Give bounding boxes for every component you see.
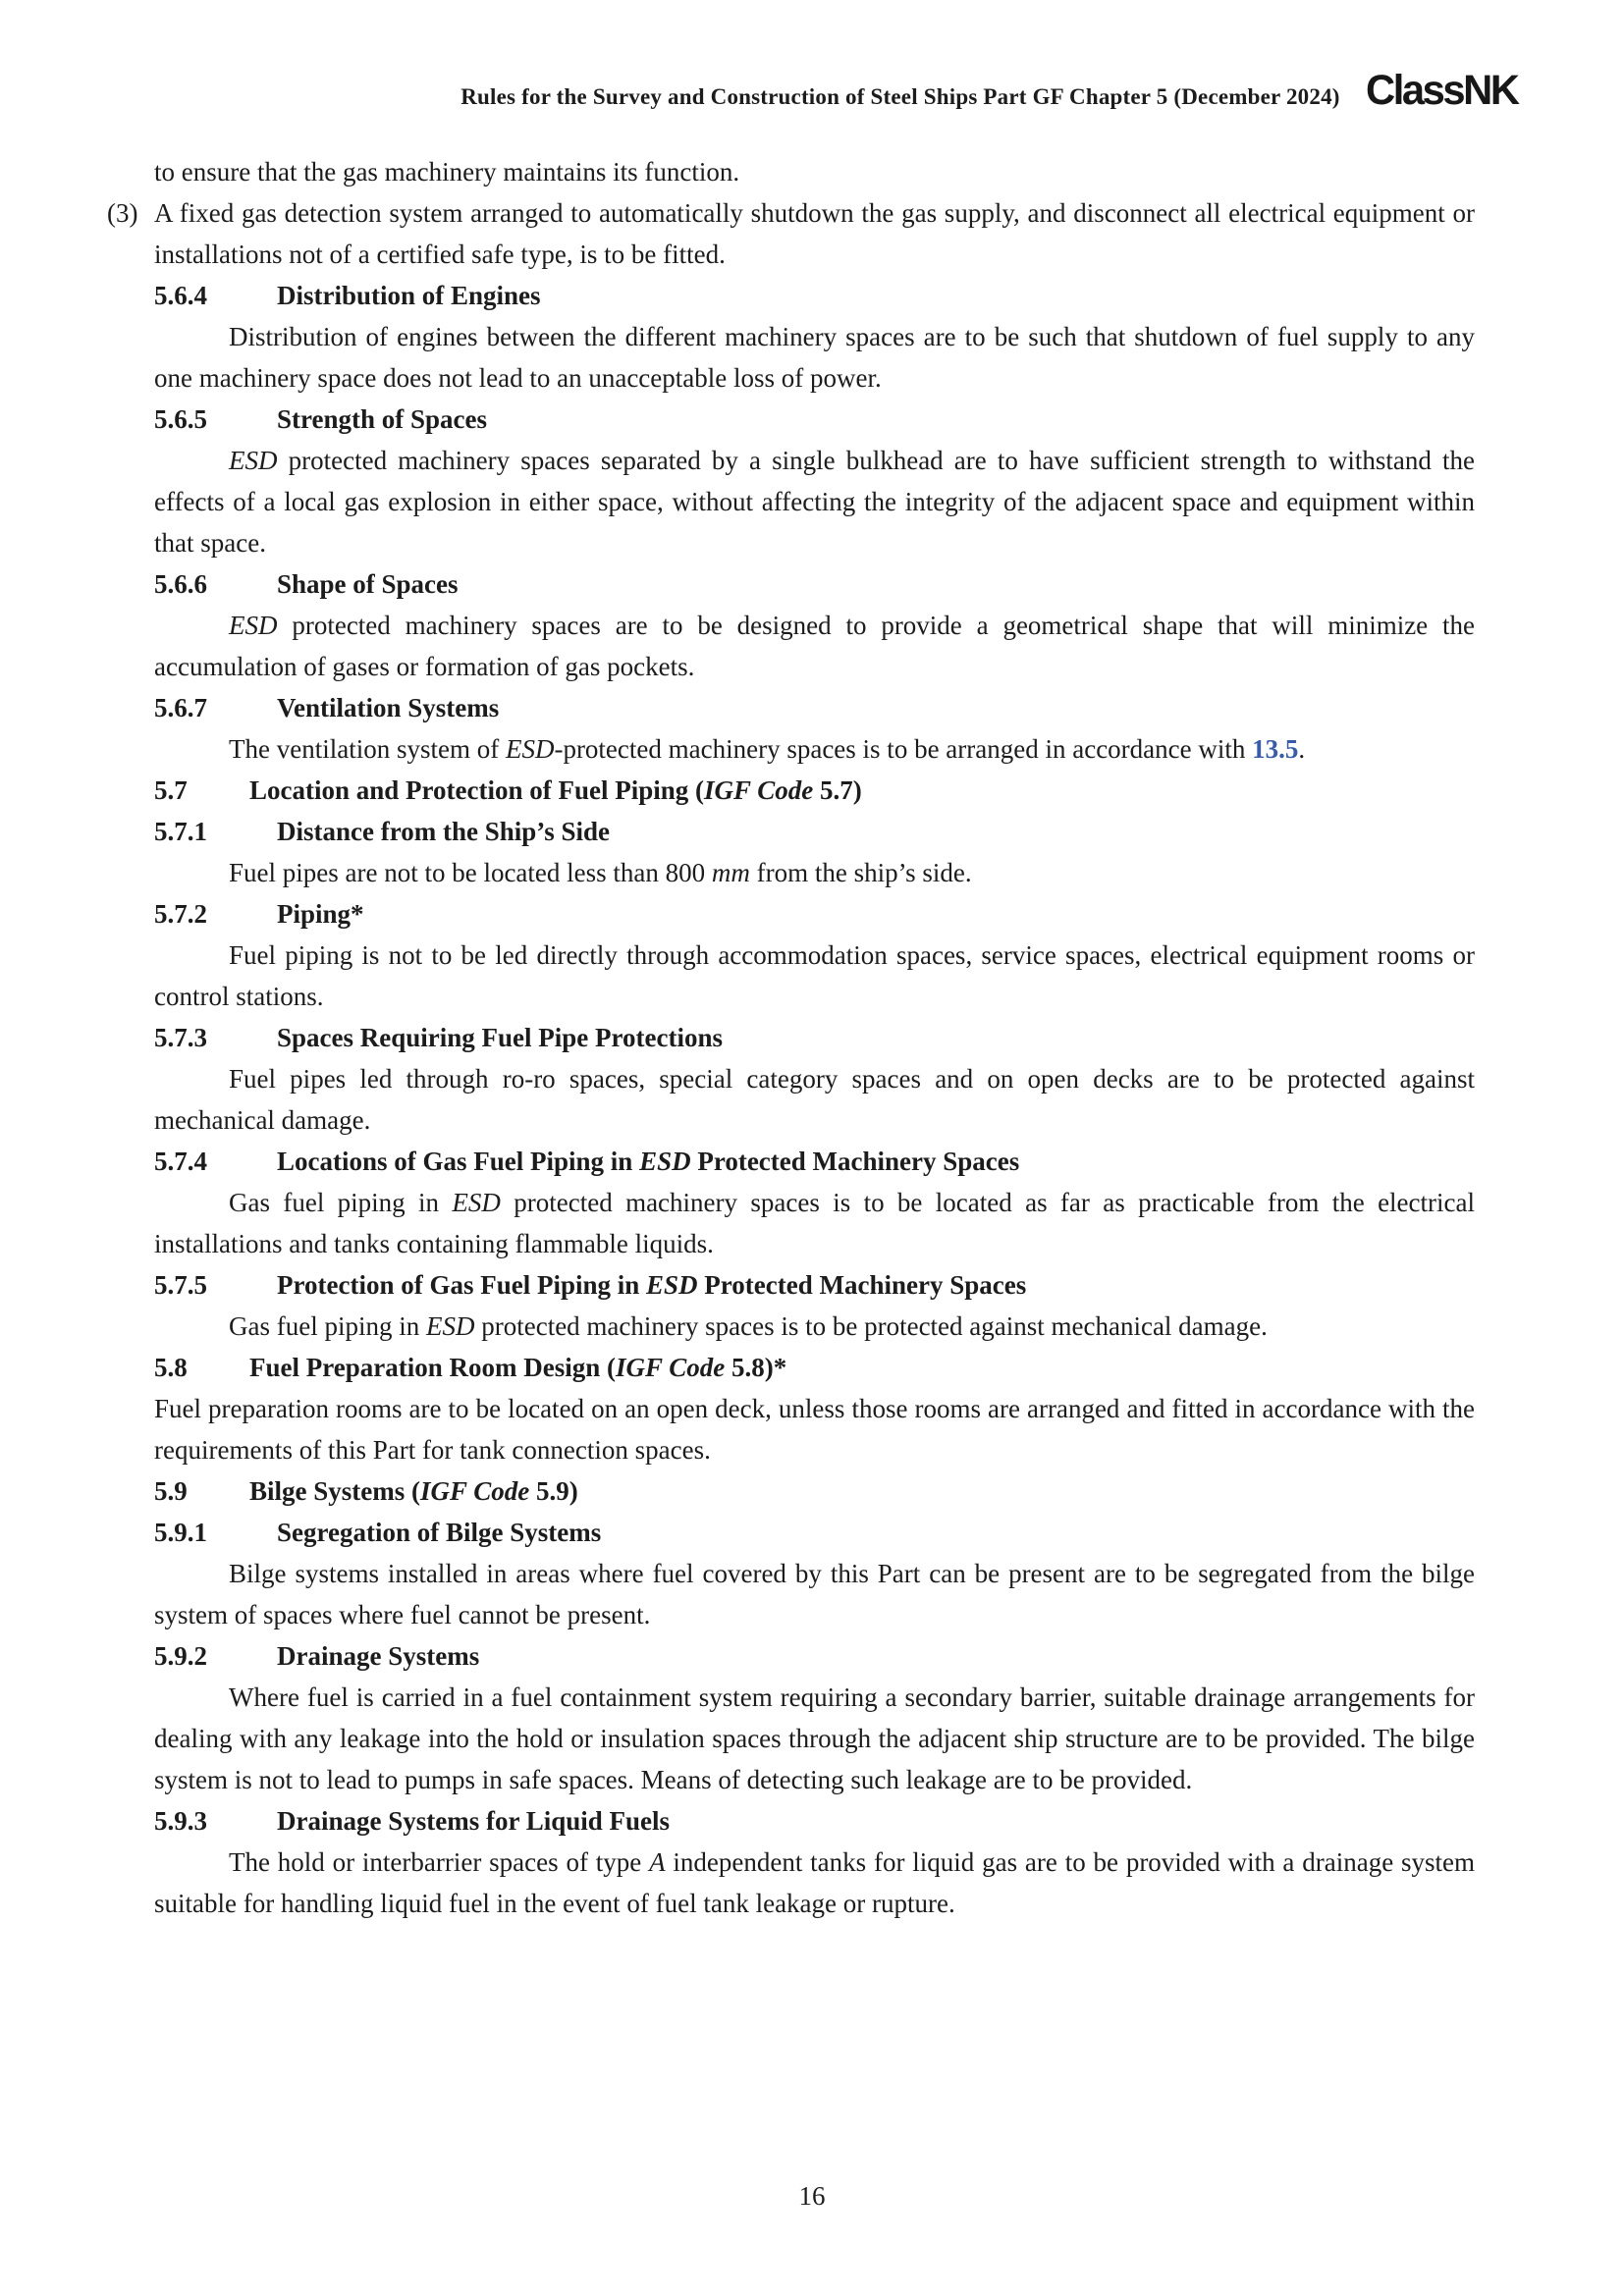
paragraph bbox=[154, 728, 1475, 770]
text-run: Fuel pipes led through ro-ro spaces, special category spaces and on open decks are to be protected against mechanical damage. bbox=[154, 1064, 1475, 1135]
section-title bbox=[249, 1353, 786, 1382]
text-run: 5.9) bbox=[529, 1476, 578, 1506]
text-run: to ensure that the gas machinery maintains its function. bbox=[154, 157, 740, 187]
text-run: Location and Protection of Fuel Piping ( bbox=[249, 775, 704, 805]
paragraph bbox=[154, 1553, 1475, 1635]
text-run: Locations of Gas Fuel Piping in bbox=[277, 1147, 640, 1176]
section-number: 5.9.2 bbox=[154, 1641, 207, 1671]
section-title bbox=[277, 281, 541, 310]
italic-term: A bbox=[649, 1847, 666, 1877]
paragraph bbox=[154, 605, 1475, 687]
heading-5-6-4 bbox=[154, 275, 1475, 316]
paragraph bbox=[154, 934, 1475, 1017]
italic-term: ESD bbox=[452, 1188, 501, 1217]
section-title bbox=[277, 569, 459, 599]
section-number: 5.7 bbox=[154, 775, 188, 805]
italic-term: IGF Code bbox=[615, 1353, 726, 1382]
paragraph bbox=[154, 852, 1475, 893]
heading-5-7-3 bbox=[154, 1017, 1475, 1058]
text-run: Bilge systems installed in areas where fuel covered by this Part can be present are to be segregated from the bilge system of spaces where fuel cannot be present. bbox=[154, 1559, 1475, 1629]
section-title bbox=[277, 1147, 1019, 1176]
text-run: Gas fuel piping in bbox=[229, 1188, 453, 1217]
text-run: independent tanks for liquid gas are to be provided with a drainage system suitable for handling liquid fuel in the event of fuel tank leakage or rupture. bbox=[154, 1847, 1475, 1918]
text-run: A fixed gas detection system arranged to automatically shutdown the gas supply, and disconnect all electrical equipment or installations not of a certified safe type, is to be fitted. bbox=[154, 198, 1475, 269]
paragraph bbox=[154, 1306, 1475, 1347]
document-body bbox=[107, 151, 1475, 1924]
heading-5-7 bbox=[154, 770, 1475, 811]
text-run: 5.7) bbox=[813, 775, 862, 805]
heading-5-6-6 bbox=[154, 563, 1475, 605]
text-run: Fuel preparation rooms are to be located on an open deck, unless those rooms are arranged and fitted in accordance with the requirements of this Part for tank connection spaces. bbox=[154, 1394, 1475, 1465]
section-title bbox=[277, 1641, 479, 1671]
text-run: Protection of Gas Fuel Piping in bbox=[277, 1270, 646, 1300]
text-run: Distribution of engines between the different machinery spaces are to be such that shutdown of fuel supply to any one machinery space does not lead to an unacceptable loss of power. bbox=[154, 322, 1475, 393]
text-run: The hold or interbarrier spaces of type bbox=[229, 1847, 650, 1877]
italic-term: ESD bbox=[639, 1147, 691, 1176]
text-run: Ventilation Systems bbox=[277, 693, 500, 722]
text-run: Bilge Systems ( bbox=[249, 1476, 420, 1506]
section-number: 5.7.1 bbox=[154, 817, 207, 846]
text-run: protected machinery spaces is to be located as far as practicable from the electrical installations and tanks containing flammable liquids. bbox=[154, 1188, 1475, 1258]
section-number: 5.7.2 bbox=[154, 899, 207, 929]
text-run: Distribution of Engines bbox=[277, 281, 541, 310]
classnk-logo: ClassNK bbox=[1365, 67, 1518, 114]
text-run: -protected machinery spaces is to be arranged in accordance with bbox=[554, 734, 1253, 764]
heading-5-9-2 bbox=[154, 1635, 1475, 1677]
heading-5-6-7 bbox=[154, 687, 1475, 728]
continuation-line bbox=[154, 151, 1475, 192]
page-number: 16 bbox=[798, 2181, 826, 2211]
italic-term: ESD bbox=[505, 734, 555, 764]
section-number: 5.6.4 bbox=[154, 281, 207, 310]
text-run: The ventilation system of bbox=[229, 734, 506, 764]
heading-5-9-1 bbox=[154, 1512, 1475, 1553]
heading-5-7-5 bbox=[154, 1264, 1475, 1306]
cross-reference-link[interactable]: 13.5 bbox=[1252, 734, 1299, 764]
section-number: 5.9.3 bbox=[154, 1806, 207, 1836]
section-title bbox=[277, 404, 487, 434]
text-run: protected machinery spaces is to be protected against mechanical damage. bbox=[474, 1311, 1268, 1341]
text-run: Strength of Spaces bbox=[277, 404, 488, 434]
text-run: Shape of Spaces bbox=[277, 569, 459, 599]
text-run: Protected Machinery Spaces bbox=[690, 1147, 1020, 1176]
paragraph bbox=[154, 440, 1475, 563]
italic-term: mm bbox=[711, 858, 750, 887]
text-run: Drainage Systems for Liquid Fuels bbox=[277, 1806, 671, 1836]
text-run: protected machinery spaces are to be designed to provide a geometrical shape that will minimize the accumulation of gases or formation of gas pockets. bbox=[154, 611, 1475, 681]
section-number: 5.7.3 bbox=[154, 1023, 207, 1052]
section-title bbox=[249, 775, 862, 805]
header-title: Rules for the Survey and Construction of Steel Ships Part GF Chapter 5 (December 2024) bbox=[460, 84, 1340, 109]
text-run: Protected Machinery Spaces bbox=[697, 1270, 1027, 1300]
heading-5-6-5 bbox=[154, 399, 1475, 440]
text-run: Segregation of Bilge Systems bbox=[277, 1518, 602, 1547]
section-number: 5.9 bbox=[154, 1476, 188, 1506]
section-number: 5.7.4 bbox=[154, 1147, 207, 1176]
section-title bbox=[277, 693, 499, 722]
text-run: Gas fuel piping in bbox=[229, 1311, 426, 1341]
italic-term: ESD bbox=[646, 1270, 698, 1300]
paragraph bbox=[154, 1182, 1475, 1264]
text-run: Where fuel is carried in a fuel containment system requiring a secondary barrier, suitable drainage arrangements for dealing with any leakage into the hold or insulation spaces through the adjacent ship structure are to be provided. The bilge system is not to lead to pumps in safe spaces. Means of detecting such leakage are to be provided. bbox=[154, 1682, 1475, 1794]
text-run: Fuel piping is not to be led directly through accommodation spaces, service spaces, electrical equipment rooms or control stations. bbox=[154, 940, 1475, 1011]
italic-term: ESD bbox=[425, 1311, 475, 1341]
list-marker: (3) bbox=[107, 198, 138, 228]
text-run: from the ship’s side. bbox=[749, 858, 972, 887]
italic-term: IGF Code bbox=[704, 775, 814, 805]
section-number: 5.7.5 bbox=[154, 1270, 207, 1300]
italic-term: ESD bbox=[229, 611, 278, 640]
paragraph bbox=[154, 316, 1475, 399]
heading-5-7-2 bbox=[154, 893, 1475, 934]
section-number: 5.8 bbox=[154, 1353, 188, 1382]
section-title bbox=[277, 817, 610, 846]
text-run: Spaces Requiring Fuel Pipe Protections bbox=[277, 1023, 723, 1052]
paragraph bbox=[154, 1677, 1475, 1800]
text-run: Distance from the Ship’s Side bbox=[277, 817, 611, 846]
text-run: Drainage Systems bbox=[277, 1641, 480, 1671]
heading-5-7-1 bbox=[154, 811, 1475, 852]
section-number: 5.6.6 bbox=[154, 569, 207, 599]
italic-term: ESD bbox=[229, 446, 278, 475]
text-run: Fuel pipes are not to be located less than 800 bbox=[229, 858, 712, 887]
section-title bbox=[277, 1518, 601, 1547]
text-run: 5.8)* bbox=[725, 1353, 787, 1382]
section-number: 5.9.1 bbox=[154, 1518, 207, 1547]
text-run: . bbox=[1298, 734, 1306, 764]
paragraph bbox=[154, 1388, 1475, 1470]
paragraph bbox=[154, 1058, 1475, 1141]
text-run: protected machinery spaces separated by a single bulkhead are to have sufficient strength to withstand the effects of a local gas explosion in either space, without affecting the integrity of the adjacent space and equipment within that space. bbox=[154, 446, 1475, 558]
section-number: 5.6.7 bbox=[154, 693, 207, 722]
paragraph bbox=[154, 1842, 1475, 1924]
section-title bbox=[277, 1023, 723, 1052]
section-number: 5.6.5 bbox=[154, 404, 207, 434]
section-title bbox=[277, 1806, 670, 1836]
list-item bbox=[107, 192, 1475, 275]
section-title bbox=[277, 899, 364, 929]
section-title bbox=[249, 1476, 578, 1506]
italic-term: IGF Code bbox=[419, 1476, 530, 1506]
text-run: Fuel Preparation Room Design ( bbox=[249, 1353, 616, 1382]
heading-5-9-3 bbox=[154, 1800, 1475, 1842]
heading-5-9 bbox=[154, 1470, 1475, 1512]
heading-5-8 bbox=[154, 1347, 1475, 1388]
heading-5-7-4 bbox=[154, 1141, 1475, 1182]
page-header bbox=[154, 67, 1522, 115]
text-run: Piping* bbox=[277, 899, 364, 929]
section-title bbox=[277, 1270, 1026, 1300]
